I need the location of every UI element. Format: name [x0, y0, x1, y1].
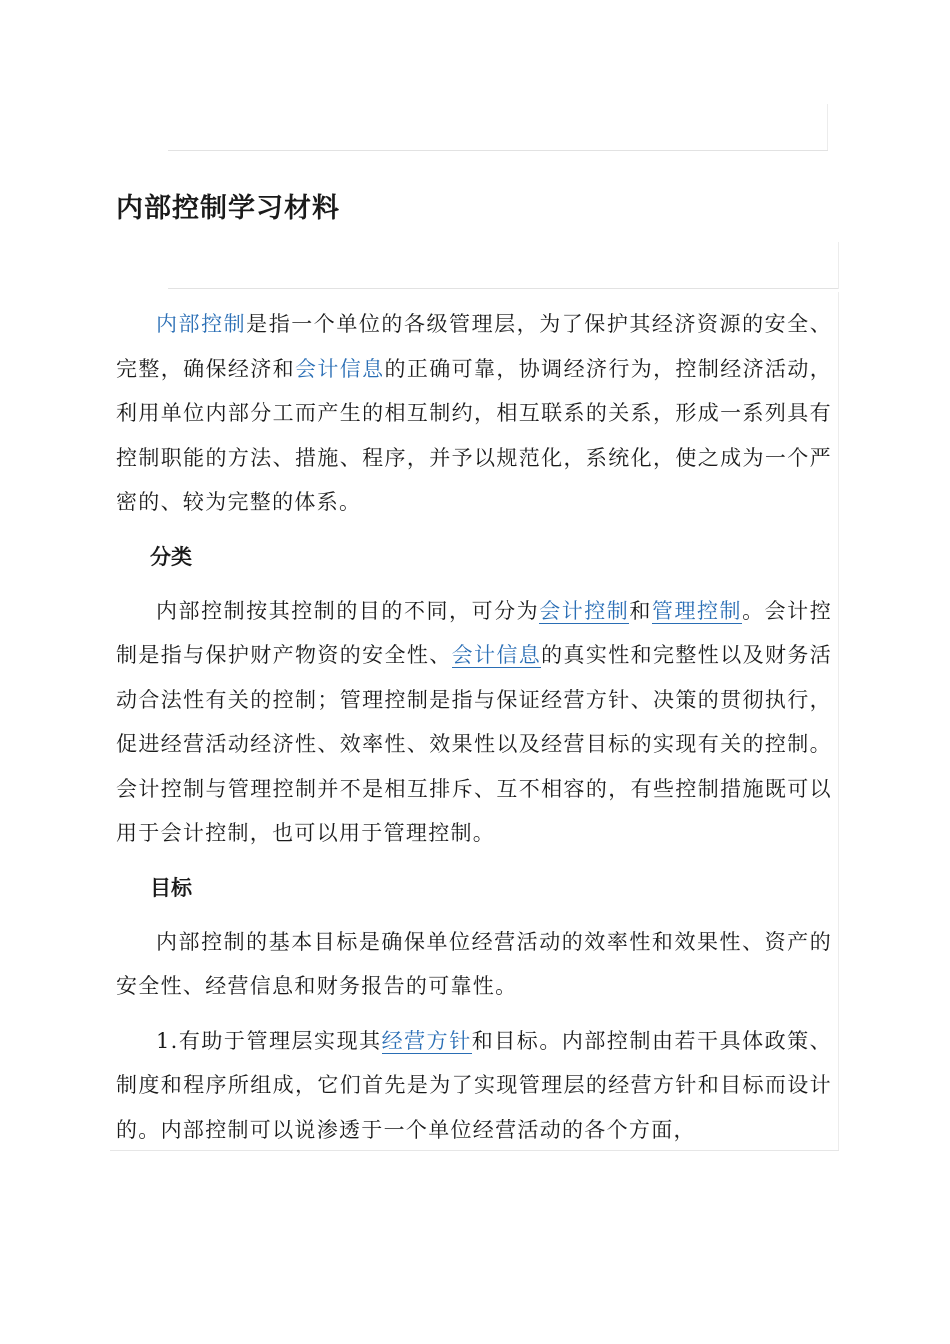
content-frame-top	[168, 288, 838, 289]
goals-paragraph: 内部控制的基本目标是确保单位经营活动的效率性和效果性、资产的安全性、经营信息和财务报告的可靠性。	[116, 929, 832, 998]
internal-control-link[interactable]: 内部控制	[156, 312, 247, 336]
classification-text-4: 的真实性和完整性以及财务活动合法性有关的控制；管理控制是指与保证经营方针、决策的贯彻执行，促进经营活动经济性、效率性、效果性以及经营目标的实现有关的控制。会计控制与管理控制并不是相互排斥、互不相容的，有些控制措施既可以用于会计控制，也可以用于管理控制。	[116, 643, 832, 845]
accounting-info-link-2[interactable]: 会计信息	[451, 643, 542, 667]
intro-text-1: 是指一个单位的各级管理层，为了保护其经济资源的安全、完整，确保经济和	[116, 312, 832, 381]
header-divider	[168, 150, 828, 151]
management-control-link[interactable]: 管理控制	[651, 598, 743, 623]
goals-heading: 目标	[150, 875, 192, 900]
intro-text-2: 的正确可靠，协调经济行为，控制经济活动，利用单位内部分工而产生的相互制约，相互联系的关系，形成一系列具有控制职能的方法、措施、程序，并予以规范化，系统化，使之成为一个严密的、较为完整的体系。	[116, 356, 832, 514]
goals-item-1-text-1: 1.有助于管理层实现其	[156, 1028, 382, 1053]
page-title: 内部控制学习材料	[116, 193, 340, 224]
accounting-control-link[interactable]: 会计控制	[539, 598, 630, 623]
goals-item-1-text-2: 和目标。内部控制由若干具体政策、制度和程序所组成，它们首先是为了实现管理层的经营方针和目标而设计的。内部控制可以说渗透于一个单位经营活动的各个方面，	[116, 1028, 832, 1142]
classification-text-2: 和	[629, 598, 652, 623]
classification-text-3: 。会计控制是指与保护财产物资的安全性、	[116, 598, 832, 667]
header-divider-vertical	[827, 104, 828, 151]
business-policy-link[interactable]: 经营方针	[381, 1028, 472, 1053]
content-frame-vertical	[838, 242, 839, 289]
content-frame-bottom	[110, 1150, 839, 1151]
content-frame-right	[838, 292, 839, 1150]
classification-heading: 分类	[150, 544, 192, 569]
accounting-info-link[interactable]: 会计信息	[295, 356, 385, 381]
classification-text-1: 内部控制按其控制的目的不同，可分为	[156, 598, 540, 623]
goals-item-1	[116, 1019, 832, 1149]
intro-paragraph	[116, 302, 832, 525]
article-body	[116, 302, 832, 1148]
classification-paragraph	[116, 589, 832, 856]
